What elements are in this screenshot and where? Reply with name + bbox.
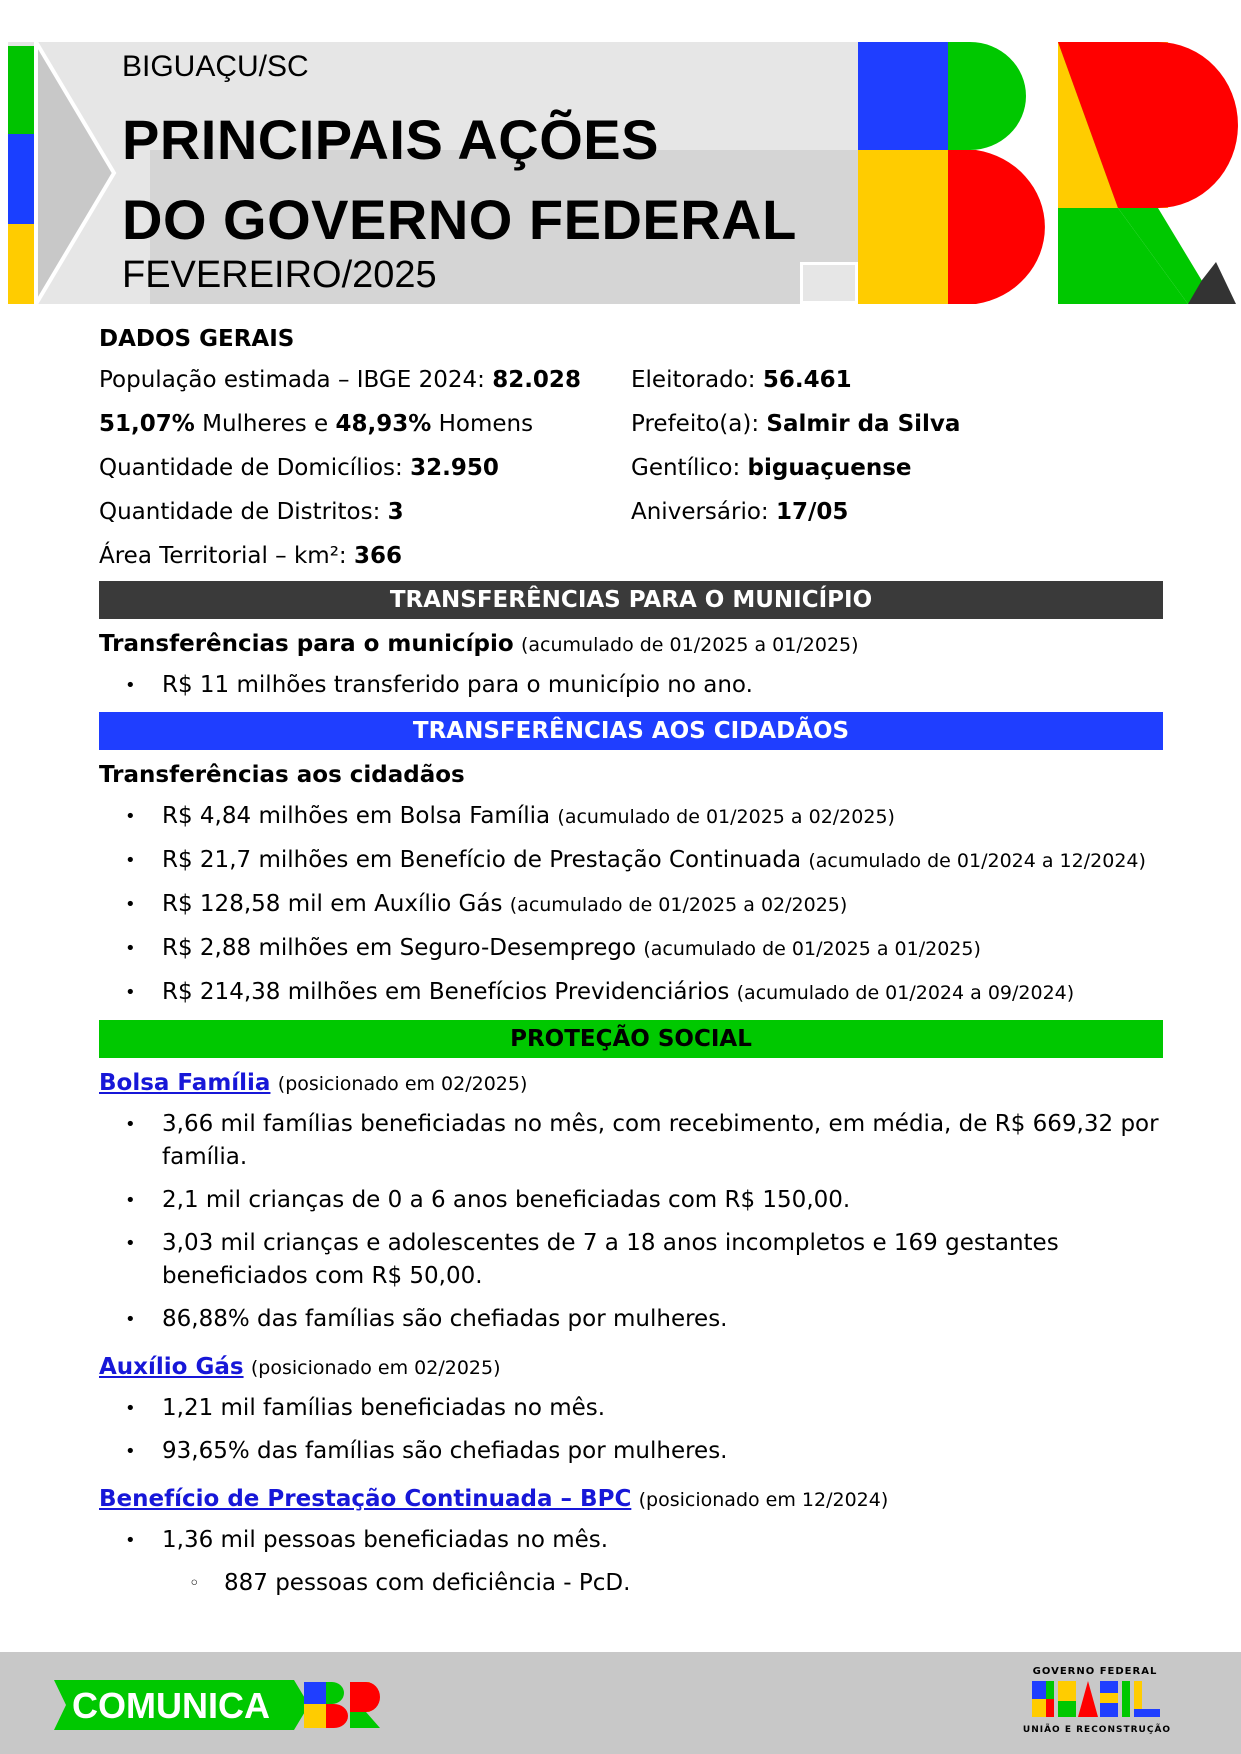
page-header [0,0,1241,310]
svg-text:BRASIL: BRASIL [1230,1706,1238,1708]
prefeito-value: Salmir da Silva [766,411,961,437]
transf-cidadaos-list [99,800,1163,1010]
band-transferencias-cidadaos: TRANSFERÊNCIAS AOS CIDADÃOS [99,712,1163,750]
header-decor-box [800,262,858,304]
gentilico-row: Gentílico: biguaçuense [631,455,912,481]
prefeito-row: Prefeito(a): Salmir da Silva [631,411,961,437]
title-line-2: DO GOVERNO FEDERAL [122,188,797,251]
stripe-green [8,46,34,134]
bolsa-familia-link[interactable]: Bolsa Família [99,1070,271,1096]
distritos-value: 3 [387,499,404,525]
auxilio-gas-heading: Auxílio Gás (posicionado em 02/2025) [99,1354,501,1380]
list-item: • 86,88% das famílias são chefiadas por mulheres. [99,1303,1163,1336]
list-item: • R$ 21,7 milhões em Benefício de Prestação Continuada (acumulado de 01/2024 a 12/2024) [99,844,1163,878]
header-arrow-icon [36,42,120,304]
comunica-text: COMUNICA [72,1685,270,1726]
br-logo-icon [858,42,1236,304]
list-item: • R$ 11 milhões transferido para o município no ano. [99,669,1163,702]
area-value: 366 [353,543,402,569]
transf-municipio-list [99,669,1163,702]
section-title-dados-gerais: DADOS GERAIS [99,326,295,352]
gentilico-value: biguaçuense [747,455,912,481]
city-name: BIGUAÇU/SC [122,50,309,83]
dados-gerais-grid [99,358,1163,578]
auxilio-gas-list [99,1392,1163,1468]
list-item: • 3,66 mil famílias beneficiadas no mês, com recebimento, em média, de R$ 669,32 por família. [99,1108,1163,1174]
aniversario-value: 17/05 [775,499,849,525]
stripe-yellow [8,224,34,304]
transf-cidadaos-title: Transferências aos cidadãos [99,762,465,788]
band-protecao-social: PROTEÇÃO SOCIAL [99,1020,1163,1058]
report-month: FEVEREIRO/2025 [122,254,437,296]
transf-municipio-period: (acumulado de 01/2025 a 01/2025) [521,634,859,656]
list-item: • 1,36 mil pessoas beneficiadas no mês. [99,1524,1163,1557]
domicilios-value: 32.950 [410,455,499,481]
bpc-link[interactable]: Benefício de Prestação Continuada – BPC [99,1486,632,1512]
populacao-value: 82.028 [492,367,581,393]
list-item: • R$ 214,38 milhões em Benefícios Previdenciários (acumulado de 01/2024 a 09/2024) [99,976,1163,1010]
bpc-heading: Benefício de Prestação Continuada – BPC (posicionado em 12/2024) [99,1486,889,1512]
main-content [99,320,1163,1610]
dados-col-right [631,358,1163,578]
gov-top-text: GOVERNO FEDERAL [1032,1666,1158,1677]
list-item: • 1,21 mil famílias beneficiadas no mês. [99,1392,1163,1425]
bolsa-familia-heading: Bolsa Família (posicionado em 02/2025) [99,1070,528,1096]
populacao-row: População estimada – IBGE 2024: 82.028 [99,367,581,393]
list-item: • R$ 4,84 milhões em Bolsa Família (acumulado de 01/2025 a 02/2025) [99,800,1163,834]
auxilio-gas-link[interactable]: Auxílio Gás [99,1354,244,1380]
aniversario-row: Aniversário: 17/05 [631,499,849,525]
stripe-blue [8,134,34,224]
list-item: • 93,65% das famílias são chefiadas por mulheres. [99,1435,1163,1468]
comunica-br-logo-icon [54,1680,384,1730]
bpc-list [99,1524,1163,1600]
list-subitem: ◦ 887 pessoas com deficiência - PcD. [99,1567,1163,1600]
genero-row: 51,07% Mulheres e 48,93% Homens [99,411,534,437]
title-line-1: PRINCIPAIS AÇÕES [122,108,659,171]
page-title [122,100,797,260]
transf-municipio-title: Transferências para o município (acumulado de 01/2025 a 01/2025) [99,631,859,657]
list-item: • 2,1 mil crianças de 0 a 6 anos beneficiadas com R$ 150,00. [99,1184,1163,1217]
list-item: • R$ 2,88 milhões em Seguro-Desemprego (acumulado de 01/2025 a 01/2025) [99,932,1163,966]
governo-federal-logo [1022,1666,1238,1735]
page-footer [0,1652,1241,1754]
dados-col-left [99,358,631,578]
bolsa-familia-list [99,1108,1163,1336]
list-item: • 3,03 mil crianças e adolescentes de 7 a 18 anos incompletos e 169 gestantes beneficiados com R$ 50,00. [99,1227,1163,1293]
eleitorado-value: 56.461 [762,367,852,393]
distritos-row: Quantidade de Distritos: 3 [99,499,404,525]
list-item: • R$ 128,58 mil em Auxílio Gás (acumulado de 01/2025 a 02/2025) [99,888,1163,922]
mulheres-pct: 51,07% [99,411,195,437]
brasil-logo-icon [1030,1677,1238,1721]
gov-bottom-text: UNIÃO E RECONSTRUÇÃO [1022,1725,1172,1735]
eleitorado-row: Eleitorado: 56.461 [631,367,852,393]
area-row: Área Territorial – km²: 366 [99,543,402,569]
domicilios-row: Quantidade de Domicílios: 32.950 [99,455,499,481]
homens-pct: 48,93% [335,411,432,437]
band-transferencias-municipio: TRANSFERÊNCIAS PARA O MUNICÍPIO [99,581,1163,619]
